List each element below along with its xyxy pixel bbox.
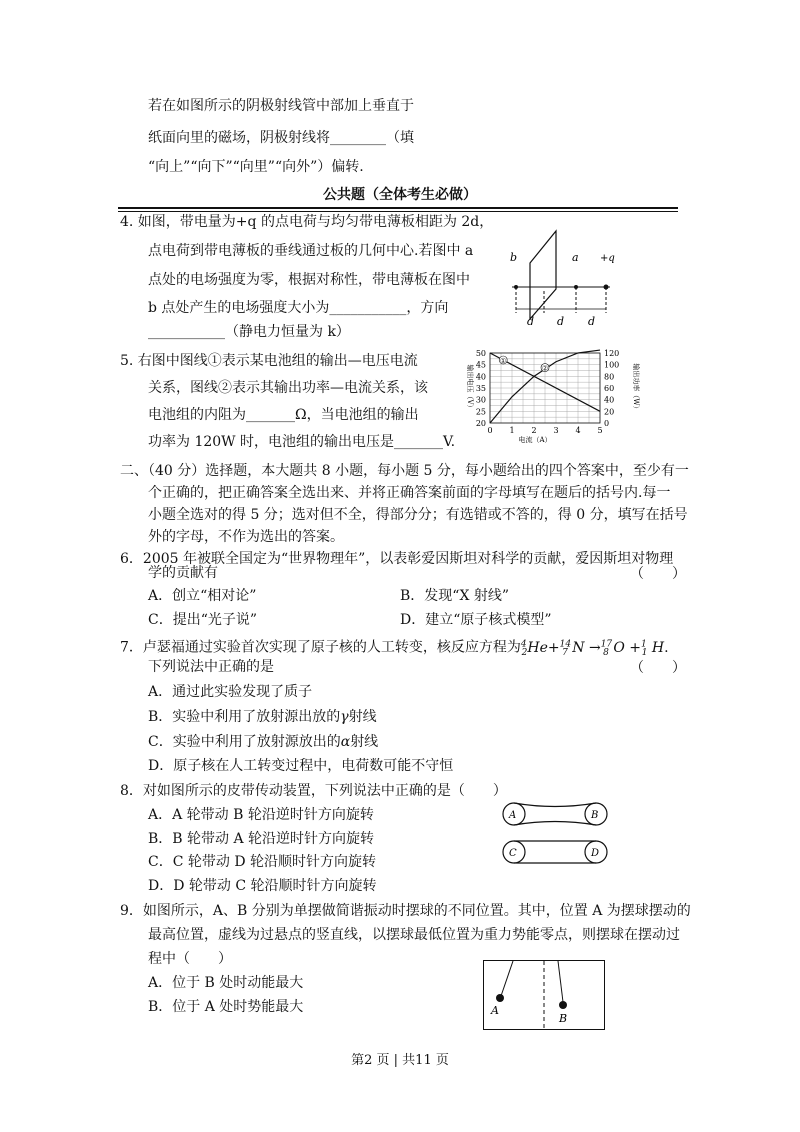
label-d: D — [591, 848, 600, 859]
label-a: A — [509, 810, 517, 821]
question-5-line: 5. 右图中图线①表示某电池组的输出—电压电流 — [120, 353, 418, 369]
question-4-line: 点处的电场强度为零，根据对称性，带电薄板在图中 — [148, 272, 470, 288]
symbol-n: N — [572, 639, 585, 656]
option-c: C．提出“光子说” — [148, 612, 258, 628]
answer-bracket: （ ） — [630, 566, 686, 582]
string-b — [558, 961, 563, 1002]
question-9-line: 9．如图所示，A、B 分别为单摆做简谐振动时摆球的不同位置。其中，位置 A 为摆球摆动的 — [120, 903, 691, 919]
y-left-tick-label: 50 — [475, 349, 486, 358]
pendulum-figure — [483, 960, 605, 1030]
battery-chart — [460, 345, 640, 445]
y-left-tick-label: 30 — [475, 395, 486, 405]
question-4-line: 点电荷到带电薄板的垂线通过板的几何中心.若图中 a — [148, 243, 474, 259]
option-text: B．实验中利用了放射源出放的 — [148, 709, 341, 725]
y-right-tick-label: 0 — [604, 419, 610, 428]
belt — [514, 803, 596, 807]
question-6-line: 学的贡献有 — [148, 565, 218, 581]
x-axis-label: 电流（A） — [518, 436, 552, 444]
y-right-tick-label: 20 — [604, 407, 615, 417]
label-q: +q — [600, 253, 615, 264]
page-footer: 第2 页 | 共11 页 — [351, 1053, 449, 1068]
question-5-line: 功率为 120W 时，电池组的输出电压是_______V. — [148, 434, 456, 450]
x-tick-label: 2 — [531, 426, 537, 435]
divider — [118, 207, 678, 209]
mass-number: 17 — [600, 639, 613, 649]
label-d: d — [557, 315, 565, 328]
question-7-line: 下列说法中正确的是 — [148, 659, 274, 675]
y-right-tick-label: 80 — [604, 372, 615, 382]
option-text: 射线 — [350, 734, 379, 750]
option-b: B．位于 A 处时势能最大 — [148, 999, 304, 1015]
part2-instruction: 二、（40 分）选择题，本大题共 8 小题，每小题 5 分，每小题给出的四个答案中，至少有一 — [120, 463, 689, 479]
y-right-tick-label: 120 — [604, 349, 620, 358]
plus: + — [547, 639, 560, 656]
option-text: C．实验中利用了放射源放出的 — [148, 734, 341, 750]
question-8-line: 8．对如图所示的皮带传动装置，下列说法中正确的是（ ） — [120, 783, 507, 799]
atomic-number: 2 — [521, 648, 528, 659]
label-b: B — [559, 1012, 568, 1025]
label-d: d — [527, 315, 535, 328]
point-charge — [604, 285, 609, 290]
text-line: “向上”“向下”“向里”“向外”）偏转. — [148, 159, 364, 175]
belt — [514, 822, 596, 826]
x-tick-label: 0 — [487, 426, 493, 435]
symbol-he: He — [527, 639, 548, 656]
plus: + — [629, 639, 641, 656]
option-a: A．创立“相对论” — [148, 588, 257, 604]
label-d: d — [588, 315, 596, 328]
atomic-number: 1 — [641, 648, 648, 659]
mass-number: 1 — [641, 639, 647, 649]
option-c — [148, 732, 378, 752]
option-b: B．发现“X 射线” — [400, 588, 510, 604]
question-5-line: 关系，图线②表示其输出功率—电流关系，该 — [148, 380, 428, 396]
alpha-symbol: α — [340, 734, 351, 750]
question-4-line: ___________（静电力恒量为 k） — [148, 324, 350, 340]
y-left-tick-label: 45 — [475, 360, 486, 370]
y-left-tick-label: 35 — [475, 384, 486, 393]
option-d: D．原子核在人工转变过程中，电荷数可能不守恒 — [148, 758, 454, 774]
x-tick-label: 3 — [553, 426, 559, 435]
option-a: A．通过此实验发现了质子 — [148, 684, 313, 700]
option-c: C．C 轮带动 D 轮沿顺时针方向旋转 — [148, 854, 376, 870]
option-d: D．建立“原子核式模型” — [400, 612, 552, 628]
y-right-tick-label: 60 — [604, 384, 615, 393]
charged-plate-figure — [500, 225, 620, 335]
section-title: 公共题（全体考生必做） — [323, 187, 477, 203]
question-5-line: 电池组的内阻为_______Ω，当电池组的输出 — [148, 407, 419, 423]
point-b — [514, 285, 518, 289]
string-a — [501, 961, 513, 996]
question-4-line: 4. 如图，带电量为+q 的点电荷与均匀带电薄板相距为 2d， — [120, 214, 494, 230]
label-b: b — [510, 251, 518, 264]
atomic-number: 7 — [562, 648, 568, 659]
question-9-line: 最高位置，虚线为过悬点的竖直线，以摆球最低位置为重力势能零点，则摆球在摆动过 — [148, 927, 680, 943]
label-a: a — [572, 251, 579, 264]
y-left-axis-label: 输出电压（V） — [466, 364, 474, 412]
question-4-line: b 点处产生的电场强度大小为___________，方向 — [148, 300, 449, 316]
answer-bracket: （ ） — [630, 660, 686, 676]
option-text: 射线 — [348, 709, 377, 725]
y-left-tick-label: 20 — [475, 419, 486, 428]
gamma-symbol: γ — [340, 709, 349, 725]
y-right-tick-label: 40 — [604, 395, 615, 405]
ball-a — [496, 994, 504, 1002]
label-c: C — [509, 848, 517, 859]
belt-drive-figure — [500, 798, 612, 876]
x-tick-label: 4 — [575, 426, 581, 435]
question-7-text: 7．卢瑟福通过实验首次实现了原子核的人工转变，核反应方程为 — [120, 639, 521, 656]
option-d: D．D 轮带动 C 轮沿顺时针方向旋转 — [148, 878, 377, 894]
plate — [530, 231, 556, 319]
nuclear-equation — [520, 639, 669, 659]
series-2-marker-label: ② — [541, 364, 549, 373]
question-9-line: 程中（ ） — [148, 951, 232, 967]
label-b: B — [591, 810, 599, 821]
option-a: A．A 轮带动 B 轮沿逆时针方向旋转 — [148, 807, 374, 823]
y-left-tick-label: 25 — [475, 407, 486, 417]
period: . — [664, 639, 669, 656]
mass-number: 14 — [559, 639, 572, 649]
ball-b — [559, 1001, 567, 1009]
part2-instruction: 小题全选对的得 5 分；选对但不全，得部分分；有选错或不答的，得 0 分，填写在括号 — [148, 507, 688, 523]
label-a: A — [491, 1004, 499, 1017]
option-b — [148, 707, 377, 727]
x-tick-label: 1 — [509, 426, 515, 435]
text-line: 纸面向里的磁场，阴极射线将________（填 — [148, 130, 414, 146]
option-b: B．B 轮带动 A 轮沿逆时针方向旋转 — [148, 831, 375, 847]
series-1-marker-label: ① — [500, 357, 507, 365]
mass-number: 4 — [520, 639, 527, 649]
part2-instruction: 个正确的，把正确答案全选出来、并将正确答案前面的字母填写在题后的括号内.每一 — [148, 485, 671, 501]
symbol-h: H — [651, 639, 665, 656]
question-6-line: 6．2005 年被联全国定为“世界物理年”，以表彰爱因斯坦对科学的贡献，爱因斯坦对物理 — [120, 551, 674, 567]
point-a — [574, 285, 578, 289]
option-a: A．位于 B 处时动能最大 — [148, 975, 304, 991]
y-left-tick-label: 40 — [475, 372, 486, 382]
y-right-tick-label: 100 — [604, 360, 620, 370]
text-line: 若在如图所示的阴极射线管中部加上垂直于 — [148, 98, 414, 114]
symbol-o: O — [613, 639, 625, 656]
x-tick-label: 5 — [597, 426, 603, 435]
arrow: → — [588, 639, 601, 656]
part2-instruction: 外的字母，不作为选出的答案。 — [148, 529, 344, 545]
y-right-axis-label: 输出功率（W） — [632, 363, 640, 413]
atomic-number: 8 — [603, 648, 609, 659]
